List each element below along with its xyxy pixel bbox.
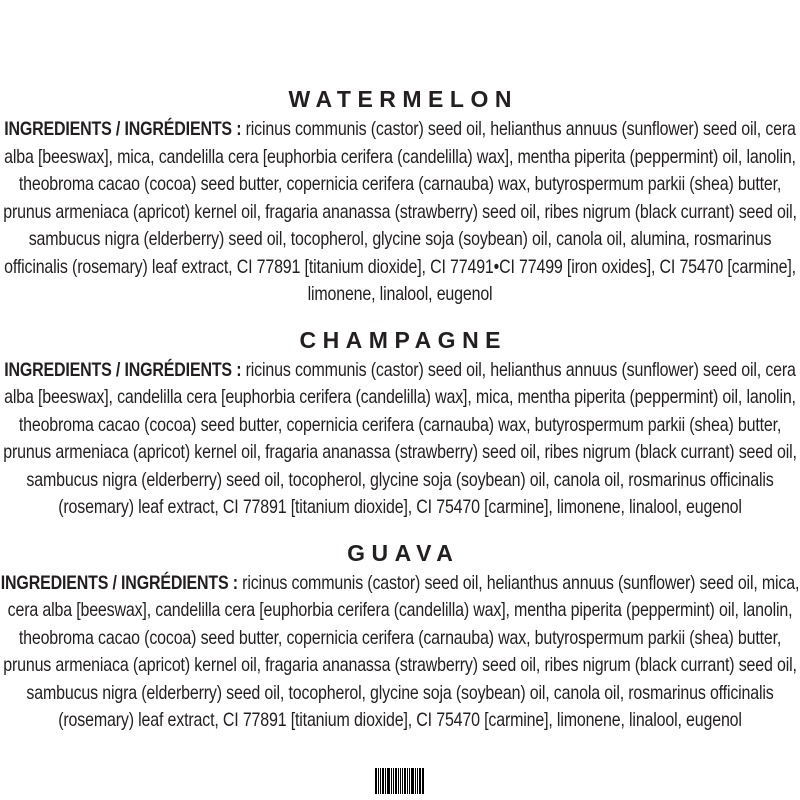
barcode-bar xyxy=(400,768,401,794)
section-title-guava: GUAVA xyxy=(347,539,460,566)
section-title-watermelon: WATERMELON xyxy=(288,86,518,112)
section-watermelon xyxy=(0,86,800,309)
section-title-champagne: CHAMPAGNE xyxy=(299,326,508,353)
barcode-bar xyxy=(395,768,397,794)
barcode-bar xyxy=(387,768,390,794)
barcode-bar xyxy=(402,768,403,794)
section-body-champagne xyxy=(0,357,800,522)
ingredients-list-text: ricinus communis (castor) seed oil, helianthus annuus (sunflower) seed oil, cera alba [beeswax], candelilla cera [euphorbia cerifera (candelilla) wax], mica, mentha piperita (peppermint) oil, lanolin, theobroma cacao (cocoa) seed butter, copernicia cerifera (carnauba) wax, butyrospermum parkii (shea) butter, prunus armeniaca (apricot) kernel oil, fragaria ananassa (strawberry) seed oil, ribes nigrum (black currant) seed oil, sambucus nigra (elderberry) seed oil, tocopherol, glycine soja (soybean) oil, canola oil, rosmarinus officinalis (rosemary) leaf extract, CI 77891 [titanium dioxide], CI 75470 [carmine], limonene, linalool, eugenol xyxy=(3,358,797,518)
barcode-bar xyxy=(422,768,424,794)
ingredients-prefix-label: INGREDIENTS / INGRÉDIENTS : xyxy=(4,358,242,381)
barcode-bar xyxy=(415,768,416,794)
barcode-bar xyxy=(385,768,386,794)
barcode-bar xyxy=(382,768,384,794)
ingredients-list-text: ricinus communis (castor) seed oil, helianthus annuus (sunflower) seed oil, cera alba [beeswax], mica, candelilla cera [euphorbia cerifera (candelilla) wax], mentha piperita (peppermint) oil, lanolin, theobroma cacao (cocoa) seed butter, copernicia cerifera (carnauba) wax, butyrospermum parkii (shea) butter, prunus armeniaca (apricot) kernel oil, fragaria ananassa (strawberry) seed oil, ribes nigrum (black currant) seed oil, sambucus nigra (elderberry) seed oil, tocopherol, glycine soja (soybean) oil, canola oil, alumina, rosmarinus officinalis (rosemary) leaf extract, CI 77891 [titanium dioxide], CI 77491•CI 77499 [iron oxides], CI 75470 [carmine], limonene, linalool, eugenol xyxy=(3,118,797,305)
section-body-watermelon xyxy=(0,116,800,309)
ingredients-prefix-label: INGREDIENTS / INGRÉDIENTS : xyxy=(0,571,238,594)
ingredients-list-text: ricinus communis (castor) seed oil, helianthus annuus (sunflower) seed oil, mica, cera alba [beeswax], candelilla cera [euphorbia cerifera (candelilla) wax], mentha piperita (peppermint) oil, lanolin, theobroma cacao (cocoa) seed butter, copernicia cerifera (carnauba) wax, butyrospermum parkii (shea) butter, prunus armeniaca (apricot) kernel oil, fragaria ananassa (strawberry) seed oil, ribes nigrum (black currant) seed oil, sambucus nigra (elderberry) seed oil, tocopherol, glycine soja (soybean) oil, canola oil, rosmarinus officinalis (rosemary) leaf extract, CI 77891 [titanium dioxide], CI 75470 [carmine], limonene, linalool, eugenol xyxy=(3,571,800,731)
barcode-bar xyxy=(417,768,418,794)
ingredients-paragraph xyxy=(0,357,800,522)
barcode-bar xyxy=(380,768,381,794)
barcode-bar xyxy=(411,768,414,794)
section-guava xyxy=(0,540,800,735)
barcode-bar xyxy=(404,768,406,794)
barcode-bar xyxy=(419,768,421,794)
ingredients-paragraph xyxy=(0,116,800,309)
section-champagne xyxy=(0,327,800,522)
barcode-bar xyxy=(398,768,399,794)
barcode-bar xyxy=(393,768,394,794)
ingredients-prefix-label: INGREDIENTS / INGRÉDIENTS : xyxy=(4,118,242,140)
barcode-bar xyxy=(378,768,379,794)
section-body-guava xyxy=(0,570,800,735)
ingredients-paragraph xyxy=(0,570,800,735)
barcode-bar xyxy=(409,768,410,794)
barcode-icon xyxy=(375,768,425,794)
barcode-bar xyxy=(391,768,392,794)
barcode-bar xyxy=(375,768,377,794)
barcode-bar xyxy=(407,768,408,794)
